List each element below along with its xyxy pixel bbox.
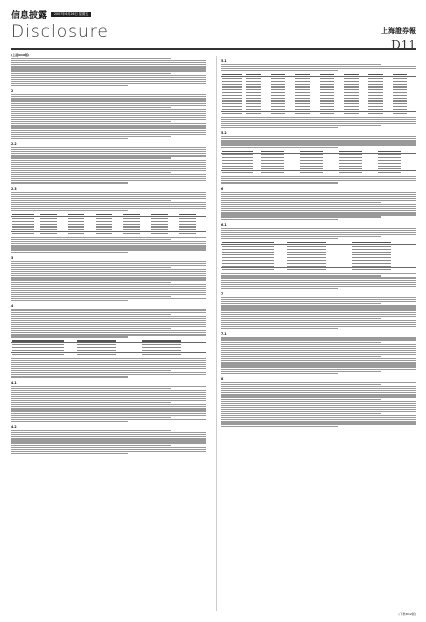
section-block xyxy=(11,187,206,253)
right-column xyxy=(221,57,416,430)
section-block xyxy=(11,142,206,184)
column-divider xyxy=(216,56,217,611)
table-cell xyxy=(221,171,260,174)
section-heading xyxy=(11,187,206,191)
brand-row xyxy=(11,8,91,21)
continued-on-label: (下转D12版) xyxy=(398,612,416,616)
table-row xyxy=(221,268,416,271)
table-row xyxy=(11,352,206,355)
section-number: 3 xyxy=(11,255,14,260)
paragraph-lines xyxy=(11,192,206,212)
section-number: 7 xyxy=(221,292,224,297)
left-column xyxy=(11,57,206,457)
section-heading xyxy=(221,332,416,336)
section-block xyxy=(221,131,416,183)
paragraph-lines xyxy=(11,58,206,86)
section-block xyxy=(221,187,416,220)
section-block xyxy=(221,377,416,427)
paragraph-lines xyxy=(11,386,206,423)
section-block xyxy=(11,256,206,302)
brand-name: 信息披露 xyxy=(11,11,48,21)
section-number: 8 xyxy=(221,376,224,381)
section-title: Disclosure xyxy=(11,22,109,42)
table-cell xyxy=(392,111,416,114)
table-cell xyxy=(11,232,39,235)
paragraph-lines xyxy=(221,273,416,289)
table-cell xyxy=(343,111,367,114)
table-row xyxy=(11,232,206,235)
table-cell xyxy=(377,171,416,174)
table-cell xyxy=(141,352,206,355)
section-heading xyxy=(221,223,416,227)
section-number: 2.2 xyxy=(11,142,17,147)
date-badge: 2007年6月26日 星期五 xyxy=(51,12,91,17)
section-heading xyxy=(221,131,416,135)
section-heading xyxy=(11,381,206,385)
data-table xyxy=(221,241,416,271)
section-block xyxy=(11,58,206,86)
table-row xyxy=(221,171,416,174)
paragraph-lines xyxy=(221,297,416,329)
section-heading xyxy=(221,292,416,296)
table-cell xyxy=(95,232,123,235)
paragraph-lines xyxy=(221,117,416,129)
table-cell xyxy=(39,232,67,235)
section-number: 4.1 xyxy=(11,380,17,385)
table-cell xyxy=(299,171,338,174)
data-table xyxy=(11,213,206,235)
paragraph-lines xyxy=(221,64,416,71)
paragraph-lines xyxy=(221,228,416,240)
section-heading xyxy=(11,256,206,260)
paragraph-lines xyxy=(221,176,416,183)
section-number: 2 xyxy=(11,89,14,94)
paragraph-lines xyxy=(11,147,206,184)
table-cell xyxy=(270,111,294,114)
table-row xyxy=(221,111,416,114)
continued-from-label: (上接D10版) xyxy=(11,53,30,57)
table-cell xyxy=(122,232,150,235)
table-cell xyxy=(294,111,318,114)
section-block xyxy=(11,381,206,423)
section-block xyxy=(11,89,206,139)
section-block xyxy=(221,223,416,289)
paragraph-lines xyxy=(221,192,416,220)
page-number: D11 xyxy=(391,38,416,52)
table-cell xyxy=(367,111,391,114)
section-block xyxy=(221,292,416,329)
table-cell xyxy=(76,352,141,355)
paragraph-lines xyxy=(11,237,206,253)
paragraph-lines xyxy=(221,136,416,148)
section-heading xyxy=(11,89,206,93)
paper-name: 上海證券報 xyxy=(381,26,416,35)
data-table xyxy=(221,150,416,174)
section-block xyxy=(11,425,206,454)
section-heading xyxy=(221,59,416,63)
section-block xyxy=(221,332,416,374)
table-cell xyxy=(286,268,351,271)
section-number: 6.1 xyxy=(221,222,227,227)
table-cell xyxy=(221,111,245,114)
table-cell xyxy=(67,232,95,235)
table-cell xyxy=(11,352,76,355)
masthead-rule xyxy=(11,48,416,50)
paragraph-lines xyxy=(11,358,206,378)
section-heading xyxy=(11,142,206,146)
section-number: 5.2 xyxy=(221,131,227,136)
section-number: 6 xyxy=(221,186,224,191)
table-cell xyxy=(260,171,299,174)
table-cell xyxy=(150,232,178,235)
data-table xyxy=(11,340,206,356)
section-heading xyxy=(221,377,416,381)
table-cell xyxy=(338,171,377,174)
paragraph-lines xyxy=(11,94,206,139)
masthead xyxy=(11,8,416,52)
section-heading xyxy=(11,425,206,429)
paragraph-lines xyxy=(221,382,416,427)
table-cell xyxy=(245,111,269,114)
paragraph-lines xyxy=(11,309,206,337)
table-cell xyxy=(351,268,416,271)
table-cell xyxy=(319,111,343,114)
paragraph-lines xyxy=(11,430,206,454)
section-block xyxy=(221,59,416,128)
data-table xyxy=(221,73,416,114)
table-cell xyxy=(221,268,286,271)
table-cell xyxy=(178,232,206,235)
section-number: 2.3 xyxy=(11,186,17,191)
section-number: 4 xyxy=(11,304,14,309)
section-block xyxy=(11,304,206,377)
paragraph-lines xyxy=(221,337,416,374)
section-heading xyxy=(221,187,416,191)
section-number: 5.1 xyxy=(221,59,227,63)
paragraph-lines xyxy=(11,261,206,302)
section-number: 4.2 xyxy=(11,425,17,430)
section-heading xyxy=(11,304,206,308)
section-number: 7.1 xyxy=(221,332,227,337)
